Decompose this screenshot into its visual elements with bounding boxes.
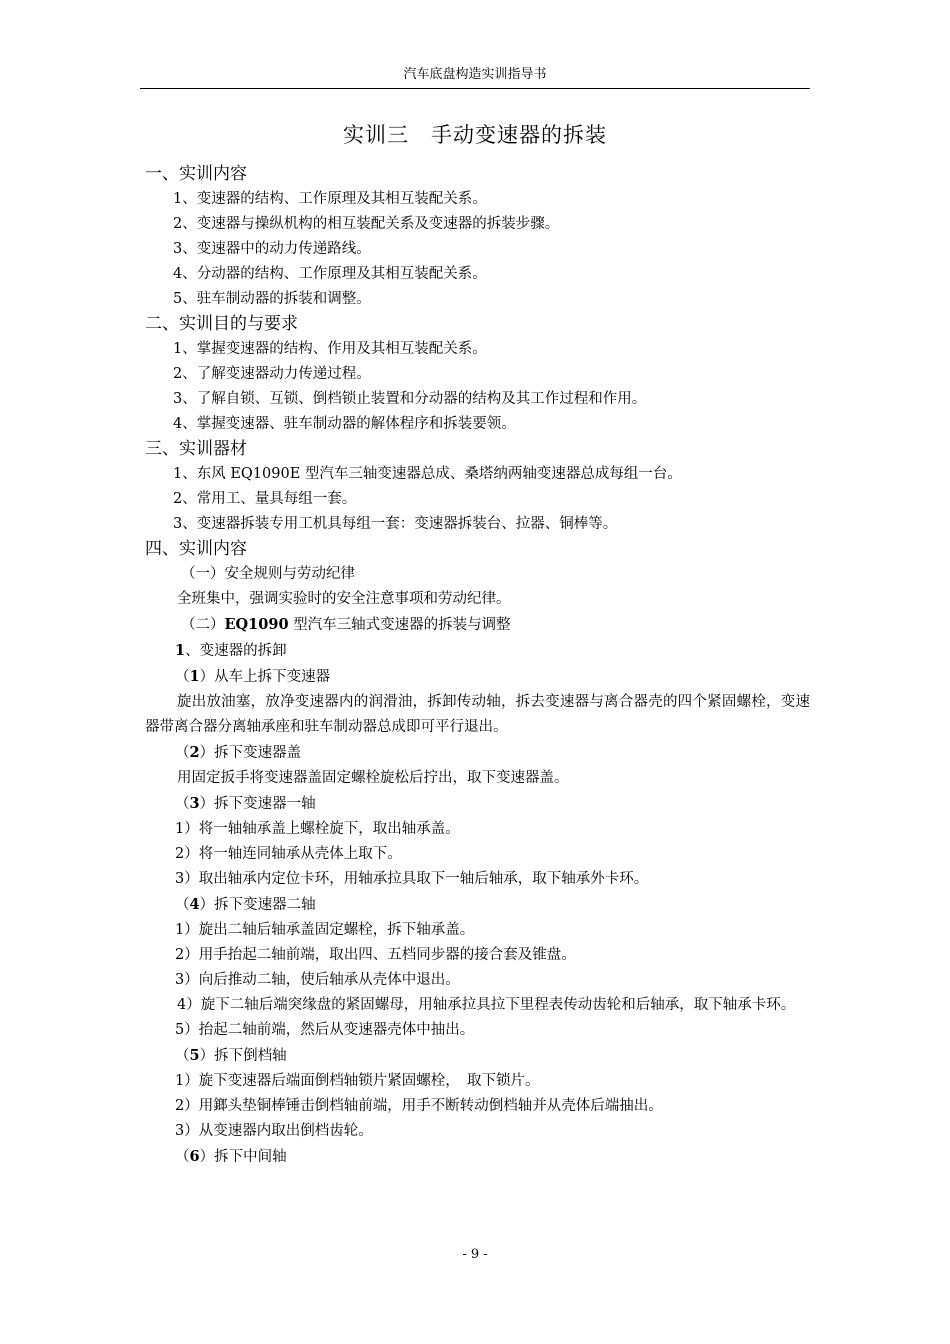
procedure-title: ）拆下变速器二轴 [199, 897, 316, 913]
list-item: 2）用手抬起二轴前端，取出四、五档同步器的接合套及锥盘。 [175, 947, 576, 963]
list-item: 2、常用工、量具每组一套。 [173, 491, 357, 507]
procedure-heading [145, 791, 810, 817]
list-item: 1）将一轴轴承盖上螺栓旋下，取出轴承盖。 [175, 821, 460, 837]
list-item: 4、分动器的结构、工作原理及其相互装配关系。 [173, 266, 487, 282]
running-header: 汽车底盘构造实训指导书 [403, 67, 547, 82]
step-number: 1 [175, 642, 186, 659]
list-item: 1、东风 EQ1090E 型汽车三轴变速器总成、桑塔纳两轴变速器总成每组一台。 [173, 466, 682, 482]
procedure-title: ）拆下倒档轴 [199, 1048, 287, 1064]
list-item: 3、了解自锁、互锁、倒档锁止装置和分动器的结构及其工作过程和作用。 [173, 391, 647, 407]
subsection-heading [145, 612, 810, 638]
section-heading-3: 三、实训器材 [145, 439, 247, 459]
paragraph: 全班集中，强调实验时的安全注意事项和劳动纪律。 [177, 591, 511, 607]
procedure-heading [145, 740, 810, 766]
list-item: 1、变速器的结构、工作原理及其相互装配关系。 [173, 191, 487, 207]
list-item: 3）从变速器内取出倒档齿轮。 [175, 1123, 373, 1139]
procedure-number: 2 [189, 744, 200, 761]
list-item: 2、变速器与操纵机构的相互装配关系及变速器的拆装步骤。 [173, 216, 560, 232]
body-content [145, 162, 810, 1170]
header-divider [140, 88, 810, 89]
step-title: 、变速器的拆卸 [185, 643, 287, 659]
paren-open: （ [175, 1149, 190, 1165]
list-item: 5）抬起二轴前端，然后从变速器壳体中抽出。 [175, 1022, 475, 1038]
procedure-heading [145, 892, 810, 918]
paragraph: 用固定扳手将变速器盖固定螺栓旋松后拧出，取下变速器盖。 [177, 770, 569, 786]
procedure-title: ）拆下中间轴 [199, 1149, 287, 1165]
paren-open: （ [175, 796, 190, 812]
list-item: 2）将一轴连同轴承从壳体上取下。 [175, 846, 402, 862]
subsection-heading: （一）安全规则与劳动纪律 [181, 566, 355, 582]
list-item: 3）向后推动二轴，使后轴承从壳体中退出。 [175, 972, 460, 988]
page-title: 实训三 手动变速器的拆装 [343, 123, 607, 147]
procedure-title: ）从车上拆下变速器 [199, 669, 331, 685]
list-item: 2、了解变速器动力传递过程。 [173, 366, 371, 382]
paragraph: 4）旋下二轴后端突缘盘的紧固螺母，用轴承拉具拉下里程表传动齿轮和后轴承，取下轴承卡环。 [177, 997, 796, 1013]
procedure-number: 5 [189, 1047, 200, 1064]
subsection-prefix: （二） [181, 617, 225, 633]
subsection-title: 型汽车三轴式变速器的拆装与调整 [288, 617, 511, 633]
paren-open: （ [175, 745, 190, 761]
paren-open: （ [175, 897, 190, 913]
list-item: 3、变速器拆装专用工机具每组一套：变速器拆装台、拉器、铜棒等。 [173, 516, 618, 532]
page-number: - 9 - [462, 1247, 488, 1262]
procedure-number: 4 [189, 896, 200, 913]
list-item: 2）用鎯头垫铜棒锤击倒档轴前端，用手不断转动倒档轴并从壳体后端抽出。 [175, 1098, 663, 1114]
procedure-heading [145, 1144, 810, 1170]
section-heading-4: 四、实训内容 [145, 539, 247, 559]
paragraph: 旋出放油塞，放净变速器内的润滑油，拆卸传动轴，拆去变速器与离合器壳的四个紧固螺栓，变速器带离合器分离轴承座和驻车制动器总成即可平行退出。 [145, 694, 810, 735]
list-item: 3）取出轴承内定位卡环，用轴承拉具取下一轴后轴承，取下轴承外卡环。 [175, 871, 649, 887]
procedure-title: ）拆下变速器盖 [199, 745, 302, 761]
procedure-title: ）拆下变速器一轴 [199, 796, 316, 812]
procedure-heading [145, 1043, 810, 1069]
list-item: 1、掌握变速器的结构、作用及其相互装配关系。 [173, 341, 487, 357]
list-item: 3、变速器中的动力传递路线。 [173, 241, 371, 257]
list-item: 1）旋下变速器后端面倒档轴锁片紧固螺栓， 取下锁片。 [175, 1073, 540, 1089]
procedure-number: 6 [189, 1148, 200, 1165]
paren-open: （ [175, 669, 190, 685]
paren-open: （ [175, 1048, 190, 1064]
procedure-heading [145, 664, 810, 690]
section-heading-1: 一、实训内容 [145, 164, 247, 184]
section-heading-2: 二、实训目的与要求 [145, 314, 298, 334]
list-item: 4、掌握变速器、驻车制动器的解体程序和拆装要领。 [173, 416, 516, 432]
list-item: 1）旋出二轴后轴承盖固定螺栓，拆下轴承盖。 [175, 922, 475, 938]
procedure-number: 1 [189, 668, 200, 685]
step-heading [145, 638, 810, 664]
procedure-number: 3 [189, 795, 200, 812]
list-item: 5、驻车制动器的拆装和调整。 [173, 291, 371, 307]
model-code: EQ1090 [224, 616, 289, 633]
